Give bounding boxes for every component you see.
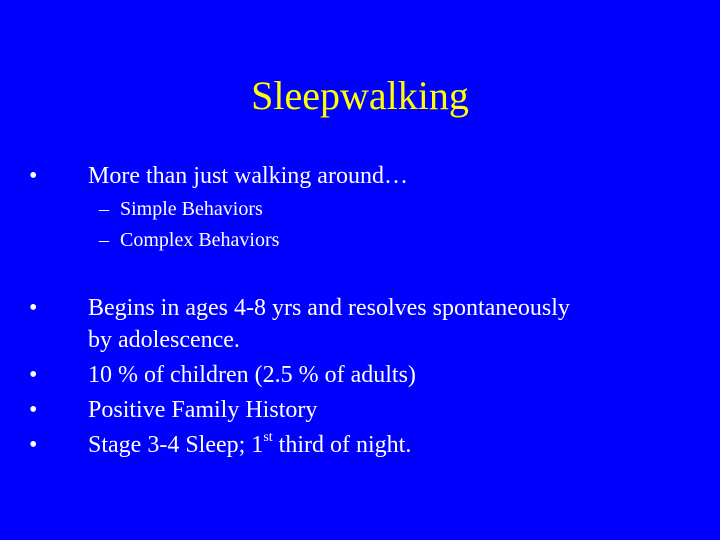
bullet-dot-icon: • — [29, 362, 38, 388]
slide-title: Sleepwalking — [251, 73, 469, 118]
bullet-text: More than just walking around… — [88, 163, 408, 189]
bullet-text: Positive Family History — [88, 397, 318, 423]
bullet-dot-icon: • — [29, 295, 38, 321]
ordinal-superscript: st — [263, 430, 273, 445]
sub-bullet-dash-icon: – — [99, 229, 109, 251]
bullet-text: 10 % of children (2.5 % of adults) — [88, 362, 416, 388]
bullet-dot-icon: • — [29, 397, 38, 423]
sub-bullet-dash-icon: – — [99, 198, 109, 220]
bullet-text-line: by adolescence. — [88, 327, 240, 353]
bullet-dot-icon: • — [29, 163, 38, 189]
bullet-dot-icon: • — [29, 432, 38, 458]
bullet-text-part: third of night. — [272, 432, 412, 458]
bullet-text-line: Begins in ages 4-8 yrs and resolves spontaneously — [88, 295, 570, 321]
bullet-text-part: Stage 3-4 Sleep; 1 — [88, 432, 264, 458]
bullet-text — [88, 431, 411, 460]
sub-bullet-text: Complex Behaviors — [120, 229, 280, 251]
sub-bullet-text: Simple Behaviors — [120, 198, 263, 220]
